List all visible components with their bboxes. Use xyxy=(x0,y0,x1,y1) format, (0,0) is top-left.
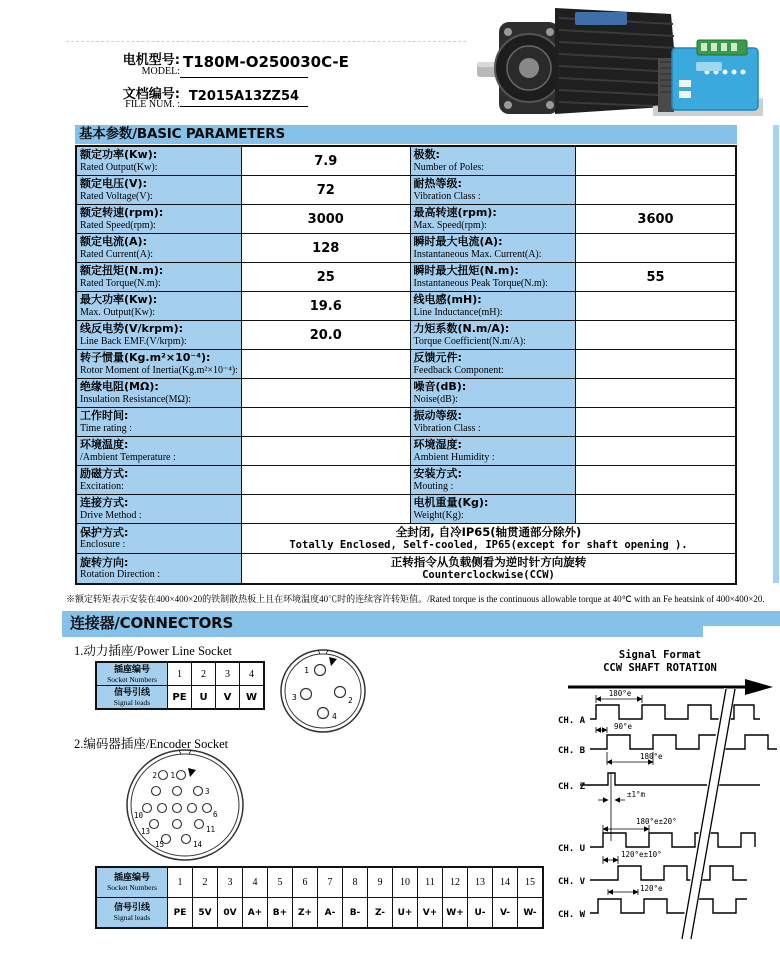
param-label xyxy=(76,321,242,350)
socket-number-cell: 12 xyxy=(443,867,468,898)
param-value: 20.0 xyxy=(242,321,411,350)
encoder-socket-table xyxy=(95,866,544,929)
pin-label: 1 xyxy=(170,771,175,780)
param-row xyxy=(76,466,736,495)
encoder-connector-diagram xyxy=(122,747,248,863)
param-row xyxy=(76,495,736,524)
span-value-zh: 全封闭, 自冷IP65(轴贯通部分除外) xyxy=(395,525,582,539)
row-header-en: Socket Numbers xyxy=(107,883,157,892)
socket-number-cell: 3 xyxy=(216,662,240,686)
param-value: 55 xyxy=(576,263,737,292)
model-label-en: MODEL: xyxy=(141,66,180,77)
param-label-en: Instantaneous Peak Torque(N.m): xyxy=(413,277,548,289)
socket-number-cell: 4 xyxy=(243,867,268,898)
param-label-en: Insulation Resistance(MΩ): xyxy=(80,393,192,405)
param-label-zh: 环境温度: xyxy=(80,438,129,451)
param-label xyxy=(76,176,242,205)
param-value xyxy=(576,495,737,524)
param-label-en: Vibration Class : xyxy=(413,422,481,434)
signal-lead-cell: U xyxy=(192,686,216,710)
param-label-en: Noise(dB): xyxy=(413,393,458,405)
span-value-zh: 正转指令从负载侧看为逆时针方向旋转 xyxy=(390,555,587,569)
channel-label: CH. W xyxy=(558,910,586,920)
file-value: T2015A13ZZ54 xyxy=(188,89,300,104)
channel-label: CH. U xyxy=(558,844,586,854)
motor-product-photo xyxy=(475,2,770,120)
connectors-header-label: 连接器/CONNECTORS xyxy=(70,614,234,632)
pin-label: 6 xyxy=(213,810,218,819)
socket-number-cell: 2 xyxy=(193,867,218,898)
param-label xyxy=(76,437,242,466)
pin-label: 1 xyxy=(304,666,309,675)
param-value xyxy=(242,408,411,437)
signal-lead-cell: W xyxy=(240,686,265,710)
socket-number-cell: 13 xyxy=(468,867,493,898)
enclosure-row xyxy=(76,524,736,554)
param-label-en: Time rating : xyxy=(80,422,132,434)
socket-number-cell: 7 xyxy=(318,867,343,898)
param-label xyxy=(410,408,576,437)
socket-number-cell: 5 xyxy=(268,867,293,898)
param-label-zh: 线电感(mH): xyxy=(413,293,482,306)
power-connector-diagram xyxy=(278,646,368,736)
pin-label: 15 xyxy=(155,840,165,849)
param-label-en: Max. Speed(rpm): xyxy=(413,219,487,231)
socket-number-cell: 1 xyxy=(168,662,192,686)
param-label-zh: 最高转速(rpm): xyxy=(413,206,497,219)
socket-numbers-row xyxy=(96,662,264,686)
signal-leads-row xyxy=(96,898,543,929)
row-header xyxy=(96,898,168,929)
param-value xyxy=(576,321,737,350)
param-value: 72 xyxy=(242,176,411,205)
param-value: 3000 xyxy=(242,205,411,234)
channel-label: CH. B xyxy=(558,746,586,756)
signal-lead-cell: V xyxy=(216,686,240,710)
param-label xyxy=(76,379,242,408)
param-label-en: Rated Torque(N.m): xyxy=(80,277,161,289)
row-header xyxy=(96,867,168,898)
param-span-value xyxy=(242,554,737,585)
page-border-strip xyxy=(773,125,779,583)
param-label xyxy=(76,205,242,234)
param-label xyxy=(76,408,242,437)
param-label-en: Rated Speed(rpm): xyxy=(80,219,156,231)
channel-label: CH. V xyxy=(558,877,586,887)
signal-lead-cell: A- xyxy=(318,898,343,929)
param-label-en: Rotation Direction : xyxy=(80,569,160,580)
signal-lead-cell: Z- xyxy=(368,898,393,929)
socket-number-cell: 11 xyxy=(418,867,443,898)
param-label-en: Vibration Class : xyxy=(413,190,481,202)
param-label xyxy=(76,146,242,176)
param-label-en: Weight(Kg): xyxy=(413,509,464,521)
connectors-bar-notch xyxy=(703,626,780,637)
param-label xyxy=(76,263,242,292)
param-value xyxy=(576,176,737,205)
param-label-en: Torque Coefficient(N.m/A): xyxy=(413,335,526,347)
signal-lead-cell: B- xyxy=(343,898,368,929)
key-arrow-icon xyxy=(188,768,196,777)
param-label-zh: 噪音(dB): xyxy=(413,380,467,393)
param-label-en: Rated Output(Kw): xyxy=(80,161,158,173)
param-value xyxy=(576,379,737,408)
key-arrow-icon xyxy=(329,657,337,666)
param-value xyxy=(576,466,737,495)
param-label-zh: 极数: xyxy=(413,148,440,161)
param-span-value xyxy=(242,524,737,554)
param-label-zh: 连接方式: xyxy=(80,496,129,509)
param-label-en: Max. Output(Kw): xyxy=(80,306,155,318)
param-label-zh: 最大功率(Kw): xyxy=(80,293,158,306)
param-label xyxy=(410,263,576,292)
param-label xyxy=(410,234,576,263)
param-value xyxy=(242,495,411,524)
param-label xyxy=(410,292,576,321)
param-label xyxy=(76,466,242,495)
param-value xyxy=(576,146,737,176)
socket-number-cell: 10 xyxy=(393,867,418,898)
page-border-dash xyxy=(66,41,466,42)
row-header-en: Signal leads xyxy=(113,697,151,707)
signal-lead-cell: B+ xyxy=(268,898,293,929)
signal-subtitle: CCW SHAFT ROTATION xyxy=(603,662,717,674)
socket-number-cell: 15 xyxy=(518,867,544,898)
param-label-zh: 保护方式: xyxy=(80,525,129,539)
socket-number-cell: 8 xyxy=(343,867,368,898)
param-label-en: /Ambient Temperature : xyxy=(80,451,176,463)
param-label xyxy=(76,524,242,554)
signal-lead-cell: A+ xyxy=(243,898,268,929)
channel-label: CH. A xyxy=(558,716,586,726)
param-value xyxy=(576,234,737,263)
signal-lead-cell: V- xyxy=(493,898,518,929)
connectors-header xyxy=(62,611,780,637)
param-label xyxy=(410,146,576,176)
param-label-zh: 额定转速(rpm): xyxy=(80,206,164,219)
param-row xyxy=(76,146,736,176)
param-label xyxy=(76,350,242,379)
signal-lead-cell: V+ xyxy=(418,898,443,929)
param-label-en: Rated Current(A): xyxy=(80,248,154,260)
pin-label: 13 xyxy=(141,827,151,836)
row-header-zh: 信号引线 xyxy=(113,903,150,913)
param-label-zh: 转子惯量(Kg.m²×10⁻⁴): xyxy=(80,351,211,364)
param-label-en: Number of Poles: xyxy=(413,161,485,173)
signal-lead-cell: W+ xyxy=(443,898,468,929)
dim-label: 180°e xyxy=(640,752,663,761)
param-value: 128 xyxy=(242,234,411,263)
pin-label: 11 xyxy=(206,825,216,834)
basic-parameters-table xyxy=(75,145,737,585)
param-label-zh: 安装方式: xyxy=(413,467,462,480)
signal-leads-row xyxy=(96,686,264,710)
param-label-zh: 励磁方式: xyxy=(80,467,129,480)
param-label xyxy=(410,437,576,466)
span-value-en: Counterclockwise(CCW) xyxy=(422,569,555,581)
dim-label: ±1°m xyxy=(627,790,646,799)
param-row xyxy=(76,234,736,263)
row-header xyxy=(96,662,168,686)
param-label-en: Excitation: xyxy=(80,480,124,492)
file-label-zh: 文档编号: xyxy=(122,87,180,102)
param-row xyxy=(76,408,736,437)
param-label xyxy=(410,379,576,408)
row-header xyxy=(96,686,168,710)
signal-lead-cell: PE xyxy=(168,898,193,929)
socket-number-cell: 9 xyxy=(368,867,393,898)
power-socket-title: 1.动力插座/Power Line Socket xyxy=(74,644,232,658)
param-row xyxy=(76,350,736,379)
signal-format-diagram xyxy=(540,645,780,945)
span-value-en: Totally Enclosed, Self-cooled, IP65(except for shaft opening ). xyxy=(289,539,688,551)
param-value xyxy=(576,292,737,321)
param-label-zh: 电机重量(Kg): xyxy=(413,496,489,509)
param-value xyxy=(242,437,411,466)
param-label-zh: 力矩系数(N.m/A): xyxy=(413,322,510,335)
signal-lead-cell: 0V xyxy=(218,898,243,929)
param-label xyxy=(410,321,576,350)
param-label-zh: 振动等级: xyxy=(413,409,462,422)
basic-parameters-header: 基本参数/BASIC PARAMETERS xyxy=(75,125,737,144)
pin-label: 14 xyxy=(193,840,203,849)
break-mark xyxy=(686,689,730,939)
param-label-en: Instantaneous Max. Current(A): xyxy=(413,248,542,260)
param-row xyxy=(76,205,736,234)
model-value: T180M-O250030C-E xyxy=(183,53,349,71)
param-label-zh: 绝缘电阻(MΩ): xyxy=(80,380,159,393)
param-label-en: Drive Method : xyxy=(80,509,142,521)
param-value: 7.9 xyxy=(242,146,411,176)
param-label-zh: 环境湿度: xyxy=(413,438,462,451)
socket-number-cell: 6 xyxy=(293,867,318,898)
param-label-zh: 额定功率(Kw): xyxy=(80,148,158,161)
encoder-socket-title: 2.编码器插座/Encoder Socket xyxy=(74,737,229,751)
param-label-zh: 耐热等级: xyxy=(413,177,462,190)
param-label-en: Rotor Moment of Inertia(Kg.m²×10⁻⁴): xyxy=(80,364,238,376)
row-header-zh: 信号引线 xyxy=(113,687,150,698)
param-label-en: Enclosure : xyxy=(80,539,126,550)
channel-label: CH. Z xyxy=(558,782,586,792)
param-label xyxy=(76,292,242,321)
dim-label: 120°e xyxy=(640,884,663,893)
socket-number-cell: 1 xyxy=(168,867,193,898)
param-row xyxy=(76,292,736,321)
pin-label: 10 xyxy=(134,811,144,820)
param-label-en: Rated Voltage(V): xyxy=(80,190,153,202)
param-label-zh: 旋转方向: xyxy=(80,555,129,569)
param-label-zh: 线反电势(V/krpm): xyxy=(80,322,184,335)
param-value xyxy=(576,350,737,379)
pin-label: 3 xyxy=(205,787,210,796)
dim-label: 90°e xyxy=(614,722,633,731)
param-label-en: Line Back EMF.(V/krpm): xyxy=(80,335,187,347)
param-label-zh: 额定电压(V): xyxy=(80,177,147,190)
param-label-zh: 额定电流(A): xyxy=(80,235,147,248)
pin-label: 2 xyxy=(348,696,353,705)
pin-label: 2 xyxy=(152,771,157,780)
param-label xyxy=(410,205,576,234)
signal-lead-cell: 5V xyxy=(193,898,218,929)
param-row xyxy=(76,176,736,205)
param-label-zh: 工作时间: xyxy=(80,409,129,422)
row-header-en: Signal leads xyxy=(113,913,151,922)
power-socket-table xyxy=(95,661,265,710)
signal-title: Signal Format xyxy=(618,649,702,661)
socket-number-cell: 2 xyxy=(192,662,216,686)
param-value xyxy=(242,350,411,379)
param-label-zh: 瞬时最大电流(A): xyxy=(413,235,503,248)
signal-lead-cell: Z+ xyxy=(293,898,318,929)
param-label-en: Mouting : xyxy=(413,480,454,492)
socket-number-cell: 4 xyxy=(240,662,265,686)
model-underline xyxy=(180,77,308,78)
pin-label: 4 xyxy=(332,712,337,721)
param-value: 19.6 xyxy=(242,292,411,321)
dim-label: 180°e±20° xyxy=(636,817,677,826)
pin-label: 3 xyxy=(292,693,297,702)
row-header-en: Socket Numbers xyxy=(107,674,157,684)
param-label-en: Feedback Component: xyxy=(413,364,504,376)
param-value xyxy=(242,466,411,495)
socket-number-cell: 3 xyxy=(218,867,243,898)
dim-label: 180°e xyxy=(608,689,632,698)
param-label xyxy=(410,495,576,524)
param-label-zh: 反馈元件: xyxy=(413,351,462,364)
param-label-zh: 额定扭矩(N.m): xyxy=(80,264,164,277)
socket-numbers-row xyxy=(96,867,543,898)
file-underline xyxy=(180,106,308,107)
param-value xyxy=(576,437,737,466)
param-row xyxy=(76,379,736,408)
signal-lead-cell: W- xyxy=(518,898,544,929)
param-label xyxy=(410,176,576,205)
param-value xyxy=(576,408,737,437)
param-label-zh: 瞬时最大扭矩(N.m): xyxy=(413,264,519,277)
param-value: 25 xyxy=(242,263,411,292)
param-value: 3600 xyxy=(576,205,737,234)
param-value xyxy=(242,379,411,408)
param-label xyxy=(76,234,242,263)
param-label xyxy=(76,495,242,524)
param-label xyxy=(410,350,576,379)
row-header-zh: 插座编号 xyxy=(113,664,150,675)
param-label-en: Line Inductance(mH): xyxy=(413,306,503,318)
param-label-en: Ambient Humidity : xyxy=(413,451,495,463)
model-label-zh: 电机型号: xyxy=(122,53,180,68)
socket-number-cell: 14 xyxy=(493,867,518,898)
signal-lead-cell: U+ xyxy=(393,898,418,929)
param-row xyxy=(76,321,736,350)
rotation-direction-row xyxy=(76,554,736,585)
param-label xyxy=(76,554,242,585)
signal-lead-cell: U- xyxy=(468,898,493,929)
param-row xyxy=(76,263,736,292)
param-label xyxy=(410,466,576,495)
row-header-zh: 插座编号 xyxy=(113,873,150,883)
dim-label: 120°e±10° xyxy=(621,850,662,859)
signal-lead-cell: PE xyxy=(168,686,192,710)
file-label-en: FILE NUM. : xyxy=(125,99,180,110)
param-row xyxy=(76,437,736,466)
rated-torque-note: ※额定转矩表示安装在400×400×20的铁制散热板上且在环境温度40℃时的连续容许转矩值。/Rated torque is the continuous allowable torque at 40℃ with an Fe heatsink of 400×400×20. xyxy=(66,594,765,604)
